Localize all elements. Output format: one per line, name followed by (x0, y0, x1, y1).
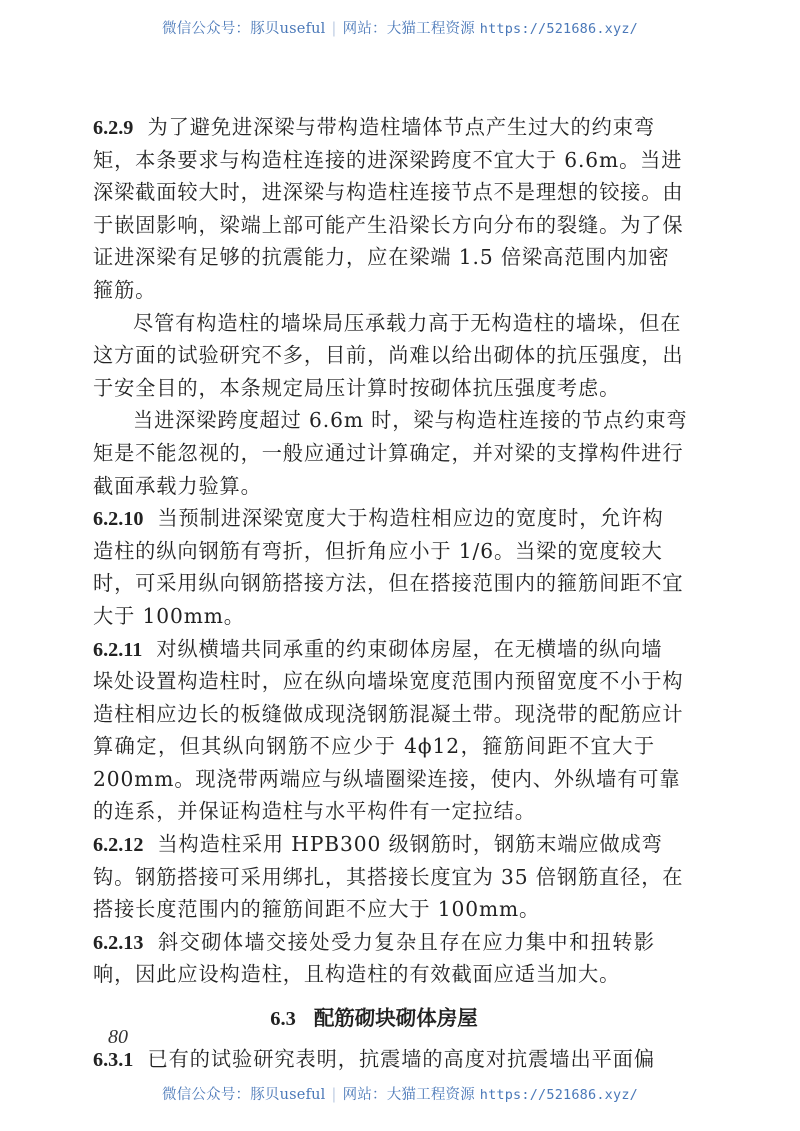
watermark-top (0, 17, 800, 38)
page-number: 80 (108, 1026, 128, 1048)
clause-number: 6.2.9 (93, 117, 134, 139)
section-title: 配筋砌块砌体房屋 (313, 1006, 478, 1031)
section-heading (93, 995, 655, 1041)
paragraph-line: 当进深梁跨度超过 6.6m 时，梁与构造柱连接的节点约束弯 (133, 408, 688, 433)
paragraph-line: 尽管有构造柱的墙垛局压承载力高于无构造柱的墙垛，但在 (133, 310, 682, 335)
clause-6-2-9-line-1: 6.2.9 为了避免进深梁与带构造柱墙体节点产生过大的约束弯 (93, 115, 655, 139)
clause-text-line: 造柱相应边长的板缝做成现浇钢筋混凝土带。现浇带的配筋应计 (93, 701, 684, 726)
clause-text-line: 200mm。现浇带两端应与纵墙圈梁连接，使内、外纵墙有可靠 (93, 766, 681, 791)
clause-number: 6.2.11 (93, 638, 143, 661)
clause-number: 6.3.1 (93, 1049, 134, 1072)
watermark-bottom (0, 1083, 800, 1104)
clause-text-line: 钩。钢筋搭接可采用绑扎，其搭接长度宜为 35 倍钢筋直径，在 (93, 864, 684, 889)
paragraph-line: 矩是不能忽视的，一般应通过计算确定，并对梁的支撑构件进行 (93, 440, 684, 465)
clause-6-3-1-line-1: 6.3.1 已有的试验研究表明，抗震墙的高度对抗震墙出平面偏 (93, 1047, 655, 1072)
clause-number: 6.2.13 (93, 931, 144, 954)
clause-number: 6.2.12 (93, 834, 144, 857)
clause-text-line: 垛处设置构造柱时，应在纵向墙垛宽度范围内预留宽度不小于构 (93, 669, 684, 694)
section-number: 6.3 (270, 1008, 296, 1031)
watermark-site: 网站：大猫工程资源 (342, 21, 475, 37)
clause-text-line: 的连系，并保证构造柱与水平构件有一定拉结。 (93, 799, 536, 824)
watermark-account: 微信公众号：豚贝useful (162, 21, 326, 37)
clause-text-line: 证进深梁有足够的抗震能力，应在梁端 1.5 倍梁高范围内加密 (93, 245, 670, 270)
clause-text-line: 深梁截面较大时，进深梁与构造柱连接节点不是理想的铰接。由 (93, 180, 684, 205)
watermark-separator: | (331, 1087, 337, 1103)
clause-6-2-12-line-1: 6.2.12 当构造柱采用 HPB300 级钢筋时，钢筋末端应做成弯 (93, 832, 663, 857)
clause-number: 6.2.10 (93, 508, 144, 531)
clause-text-line: 时，可采用纵向钢筋搭接方法，但在搭接范围内的箍筋间距不宜 (93, 571, 684, 596)
watermark-site: 网站：大猫工程资源 (342, 1087, 475, 1103)
paragraph-line: 这方面的试验研究不多，目前，尚难以给出砌体的抗压强度，出 (93, 343, 684, 368)
clause-text-line: 矩，本条要求与构造柱连接的进深梁跨度不宜大于 6.6m。当进 (93, 147, 683, 172)
clause-6-2-11-line-1: 6.2.11 对纵横墙共同承重的约束砌体房屋，在无横墙的纵向墙 (93, 636, 663, 661)
watermark-url: https://521686.xyz/ (479, 21, 638, 37)
clause-text-line: 大于 100mm。 (93, 603, 245, 628)
clause-6-2-13-line-1: 6.2.13 斜交砌体墙交接处受力复杂且存在应力集中和扭转影 (93, 929, 655, 954)
clause-text-line: 算确定，但其纵向钢筋不应少于 4ϕ12，箍筋间距不宜大于 (93, 734, 655, 759)
paragraph-line: 于安全目的，本条规定局压计算时按砌体抗压强度考虑。 (93, 375, 621, 400)
clause-text-line: 于嵌固影响，梁端上部可能产生沿梁长方向分布的裂缝。为了保 (93, 212, 684, 237)
clause-6-2-10-line-1: 6.2.10 当预制进深梁宽度大于构造柱相应边的宽度时，允许构 (93, 506, 664, 531)
clause-text-line: 箍筋。 (93, 277, 157, 302)
paragraph-line: 截面承载力验算。 (93, 473, 262, 498)
clause-text-line: 响，因此应设构造柱，且构造柱的有效截面应适当加大。 (93, 962, 621, 987)
clause-text-line: 搭接长度范围内的箍筋间距不应大于 100mm。 (93, 897, 541, 922)
clause-text-line: 造柱的纵向钢筋有弯折，但折角应小于 1/6。当梁的宽度较大 (93, 538, 663, 563)
watermark-account: 微信公众号：豚贝useful (162, 1087, 326, 1103)
page-body (93, 111, 688, 1076)
watermark-url: https://521686.xyz/ (479, 1087, 638, 1103)
watermark-separator: | (331, 21, 337, 37)
